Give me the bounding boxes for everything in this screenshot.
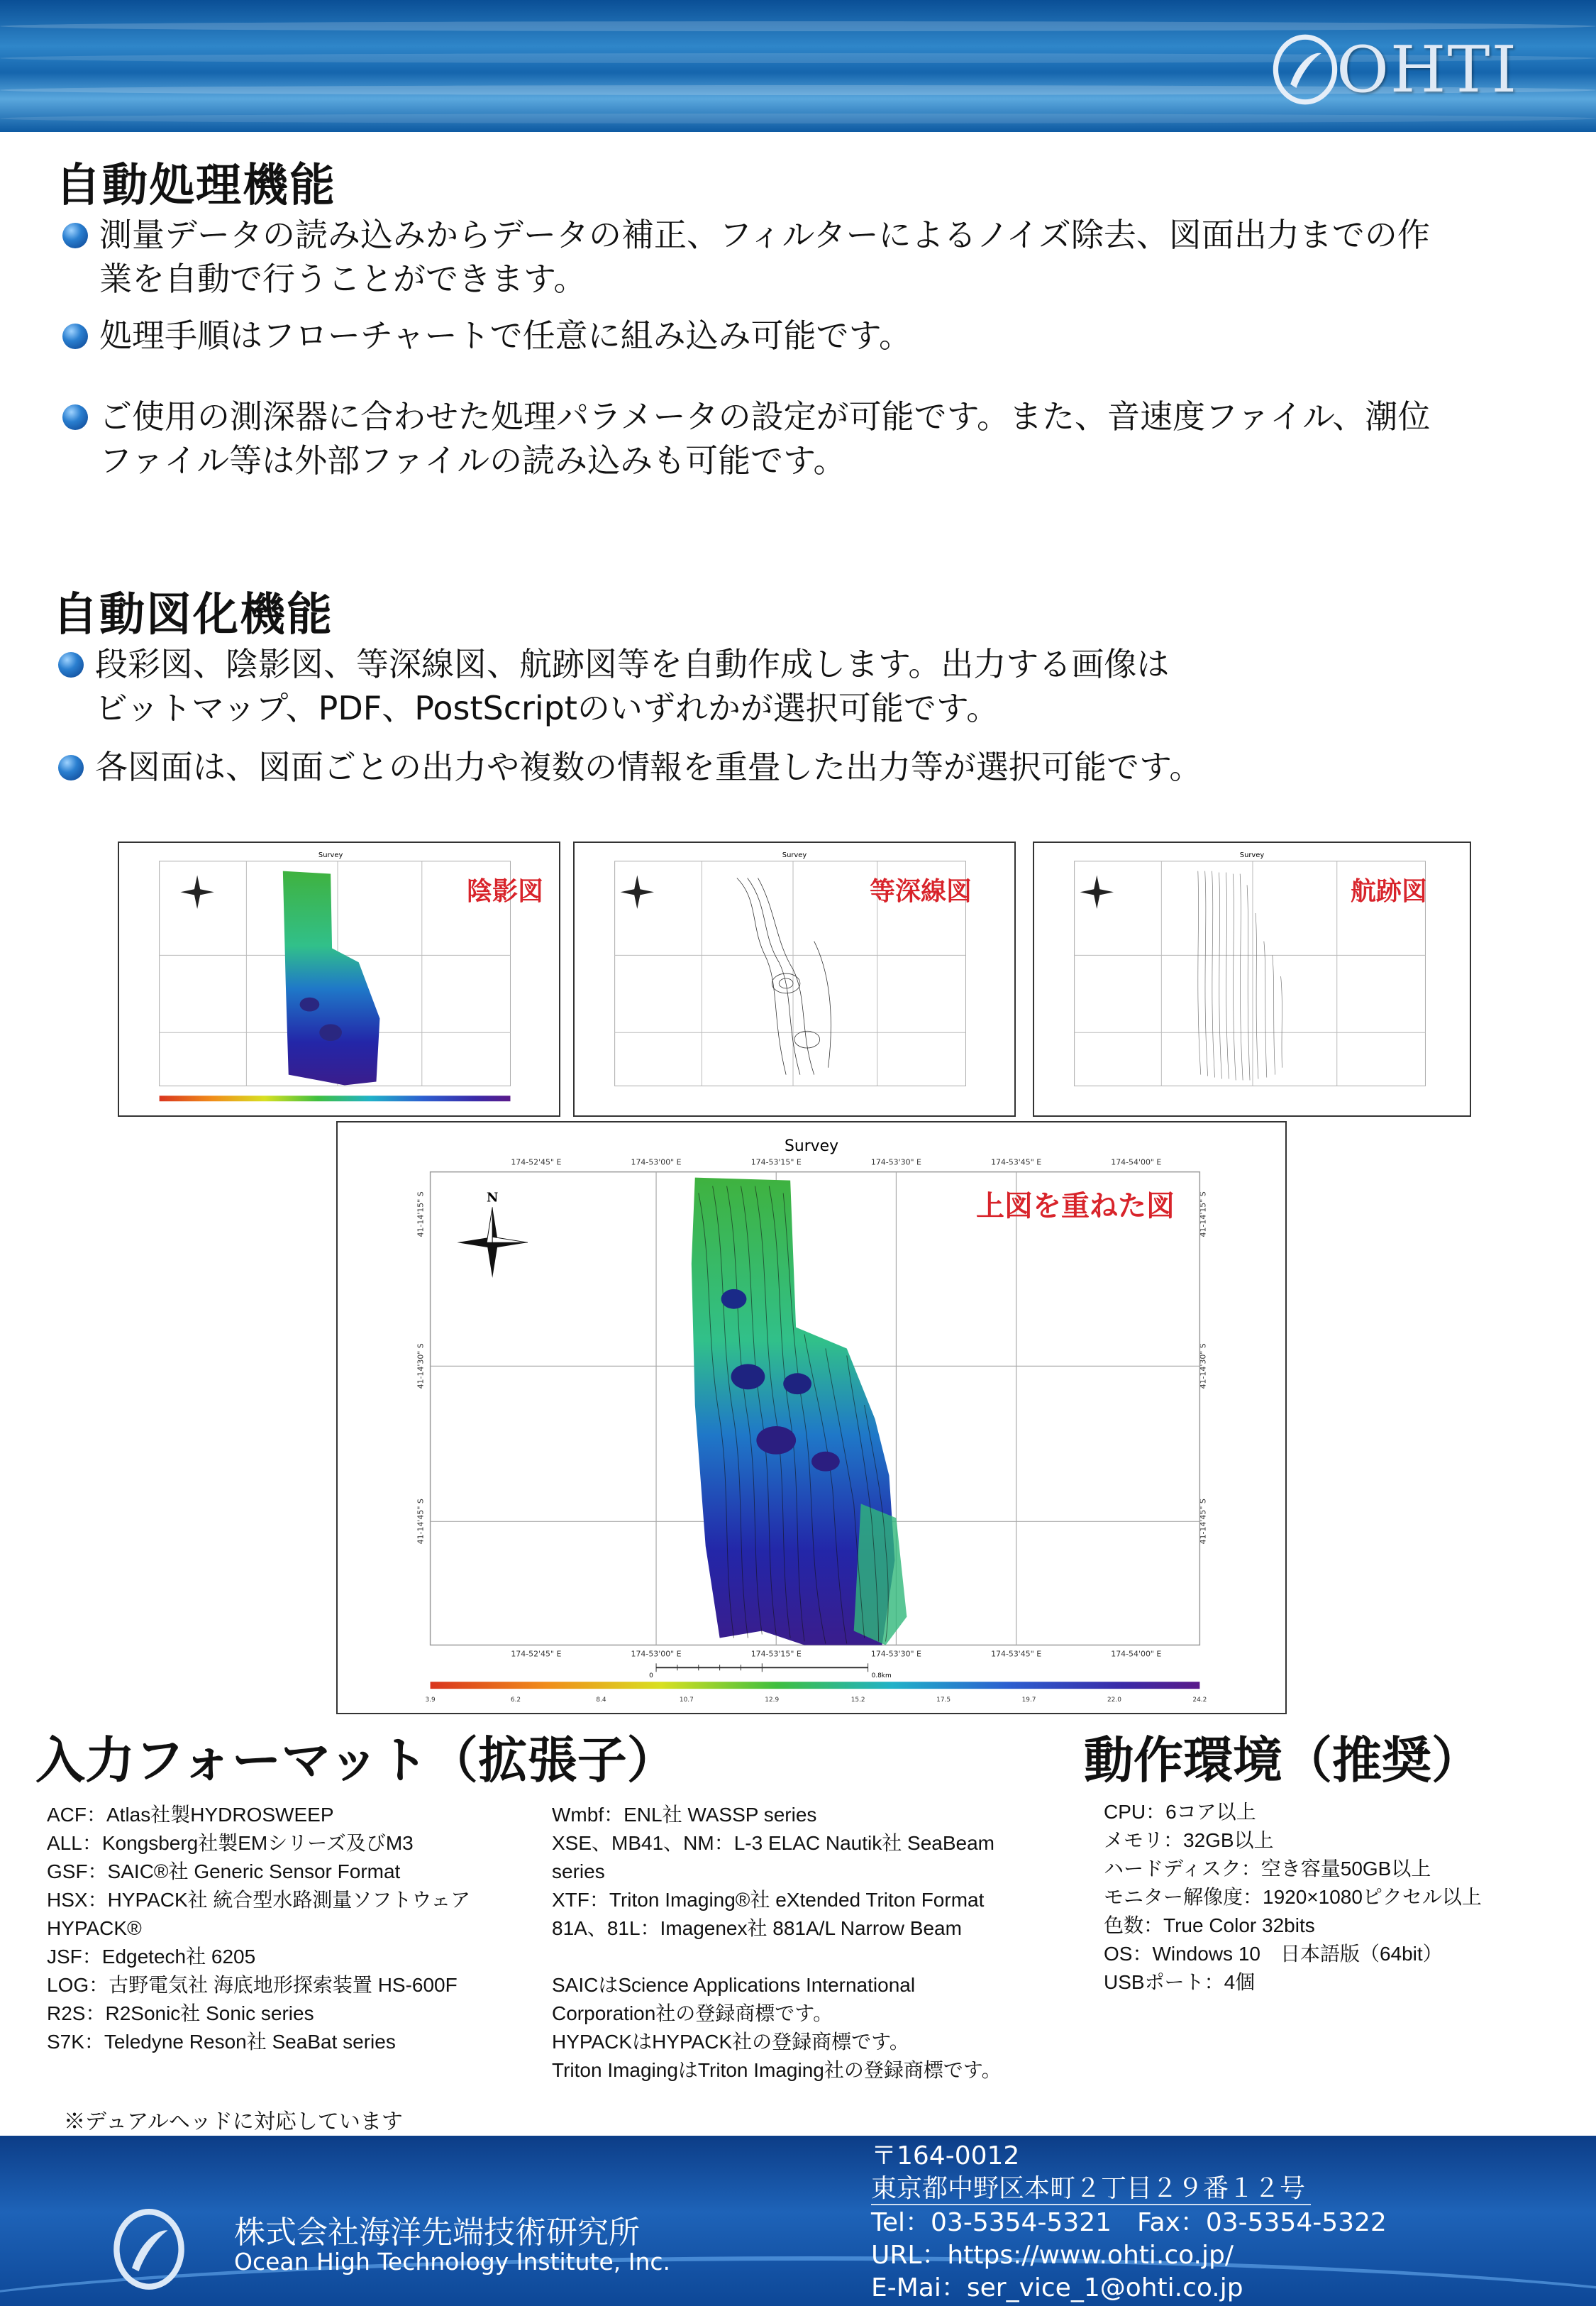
environment-item: USBポート：4個	[1104, 1971, 1256, 1993]
bullet-item	[95, 642, 1556, 730]
section-heading-auto-processing: 自動処理機能	[55, 160, 336, 212]
bullet-dot-icon	[62, 223, 88, 248]
website-link[interactable]: URL：https://www.ohti.co.jp/	[871, 2241, 1234, 2270]
format-item: S7K：Teledyne Reson社 SeaBat series	[47, 2031, 396, 2053]
map-title: Survey	[1239, 851, 1265, 859]
environment-item: OS：Windows 10 日本語版（64bit）	[1104, 1943, 1443, 1965]
environment-item: ハードディスク：空き容量50GB以上	[1104, 1858, 1431, 1880]
environment-title: 動作環境（推奨）	[1084, 1731, 1481, 1789]
address: 東京都中野区本町２丁目２９番１２号	[871, 2174, 1306, 2203]
colorbar-tick: 8.4	[596, 1697, 606, 1704]
map-title: Survey	[318, 851, 343, 859]
lat-tick-label: 41-14'15" S	[416, 1191, 426, 1237]
colorbar-tick: 22.0	[1107, 1697, 1121, 1704]
bullet-item	[99, 213, 1561, 301]
header-banner	[0, 0, 1596, 132]
lon-tick-label: 174-53'00" E	[631, 1649, 682, 1659]
scale-label: 0	[649, 1672, 653, 1680]
format-list-right	[552, 1801, 1002, 2085]
dual-head-note: ※デュアルヘッドに対応しています	[64, 2110, 403, 2134]
trademark-note: Corporation社の登録商標です。	[552, 2002, 833, 2024]
company-name-ja: 株式会社海洋先端技術研究所	[234, 2214, 640, 2251]
format-item: GSF：SAIC®社 Generic Sensor Format	[47, 1860, 401, 1882]
map-panel-trackline	[1033, 842, 1471, 1117]
bullet-item	[99, 395, 1561, 482]
section-heading-auto-drawing: 自動図化機能	[52, 589, 333, 641]
company-logo	[1268, 34, 1518, 105]
lon-tick-label: 174-54'00" E	[1111, 1157, 1162, 1167]
environment-list	[1104, 1798, 1482, 1997]
logo-text: OHTI	[1336, 32, 1518, 107]
lon-tick-label: 174-52'45" E	[511, 1649, 562, 1659]
lon-tick-label: 174-52'45" E	[511, 1157, 562, 1167]
north-label: N	[486, 1190, 499, 1206]
banner-wave	[0, 114, 1596, 123]
north-arrow-icon	[457, 1190, 528, 1277]
map-label-trackline: 航跡図	[1350, 877, 1427, 906]
map-label-shaded: 陰影図	[466, 877, 543, 906]
depth-colorbar	[431, 1682, 1200, 1689]
colorbar-tick: 15.2	[850, 1697, 865, 1704]
bullet-text: 段彩図、陰影図、等深線図、航跡図等を自動作成します。出力する画像は	[95, 645, 1170, 683]
lat-tick-label: 41-14'45" S	[1198, 1499, 1208, 1545]
bullet-dot-icon	[58, 652, 84, 678]
environment-item: メモリ：32GB以上	[1104, 1829, 1274, 1851]
bullet-text: 処理手順はフローチャートで任意に組み込み可能です。	[99, 316, 911, 355]
lon-tick-label: 174-53'00" E	[631, 1157, 682, 1167]
email-link[interactable]: E-Mai：ser_vice_1@ohti.co.jp	[871, 2273, 1243, 2302]
lon-tick-label: 174-53'45" E	[991, 1649, 1042, 1659]
company-logo-icon	[106, 2207, 192, 2292]
lat-tick-label: 41-14'15" S	[1198, 1191, 1208, 1237]
ohti-logo-icon	[1268, 33, 1342, 106]
banner-wave	[0, 21, 1596, 31]
format-item: HYPACK®	[47, 1917, 142, 1939]
format-item: XTF：Triton Imaging®社 eXtended Triton Format	[552, 1889, 985, 1911]
bullet-dot-icon	[62, 324, 88, 349]
map-label-contour: 等深線図	[869, 877, 972, 906]
map-panel-overlay	[336, 1121, 1287, 1714]
format-item: series	[552, 1860, 605, 1882]
map-title: Survey	[784, 1137, 839, 1155]
environment-item: 色数：True Color 32bits	[1104, 1914, 1315, 1936]
trademark-spacer	[552, 1943, 1002, 1971]
bullet-text: ファイル等は外部ファイルの読み込みも可能です。	[99, 441, 846, 480]
lat-tick-label: 41-14'45" S	[416, 1499, 426, 1545]
format-item: LOG：古野電気社 海底地形探索装置 HS-600F	[47, 1974, 458, 1996]
format-list-left	[47, 1801, 470, 2056]
lat-tick-label: 41-14'30" S	[416, 1343, 426, 1389]
environment-item: CPU：6コア以上	[1104, 1801, 1256, 1823]
colorbar-tick: 24.2	[1192, 1697, 1207, 1704]
bullet-text: 各図面は、図面ごとの出力や複数の情報を重畳した出力等が選択可能です。	[95, 748, 1202, 786]
map-label-overlay: 上図を重ねた図	[976, 1190, 1175, 1223]
lon-tick-label: 174-54'00" E	[1111, 1649, 1162, 1659]
bullet-text: 測量データの読み込みからデータの補正、フィルターによるノイズ除去、図面出力までの作	[99, 216, 1430, 254]
lon-tick-label: 174-53'15" E	[750, 1157, 802, 1167]
lon-tick-label: 174-53'45" E	[991, 1157, 1042, 1167]
trademark-note: HYPACKはHYPACK社の登録商標です。	[552, 2031, 909, 2053]
colorbar-tick: 3.9	[425, 1697, 436, 1704]
format-item: HSX：HYPACK社 統合型水路測量ソフトウェア	[47, 1889, 471, 1911]
bullet-text: ご使用の測深器に合わせた処理パラメータの設定が可能です。また、音速度ファイル、潮位	[99, 397, 1431, 436]
format-item: 81A、81L：Imagenex社 881A/L Narrow Beam	[552, 1917, 962, 1939]
colorbar-tick: 10.7	[679, 1697, 694, 1704]
postal-code: 〒164-0012	[871, 2141, 1020, 2170]
format-item: ALL：Kongsberg社製EMシリーズ及びM3	[47, 1832, 414, 1854]
tel-fax: Tel：03-5354-5321 Fax：03-5354-5322	[871, 2208, 1387, 2237]
trademark-note: Triton ImagingはTriton Imaging社の登録商標です。	[552, 2059, 1002, 2081]
map-panel-contour	[573, 842, 1016, 1117]
lon-tick-label: 174-53'30" E	[870, 1649, 921, 1659]
format-item: XSE、MB41、NM：L-3 ELAC Nautik社 SeaBeam	[552, 1832, 994, 1854]
company-name-en: Ocean High Technology Institute, Inc.	[234, 2248, 671, 2275]
colorbar-tick: 19.7	[1021, 1697, 1036, 1704]
lon-tick-label: 174-53'15" E	[750, 1649, 802, 1659]
colorbar-tick: 12.9	[765, 1697, 780, 1704]
bullet-item	[95, 745, 1556, 789]
format-item: JSF：Edgetech社 6205	[47, 1946, 256, 1968]
north-arrow-icon	[1080, 876, 1114, 910]
bullet-dot-icon	[58, 755, 84, 780]
colorbar-tick: 6.2	[510, 1697, 521, 1704]
colorbar-tick: 17.5	[936, 1697, 951, 1704]
format-item: Wmbf：ENL社 WASSP series	[552, 1804, 817, 1826]
bullet-text: 業を自動で行うことができます。	[99, 260, 587, 298]
lon-tick-label: 174-53'30" E	[870, 1157, 921, 1167]
input-formats-title: 入力フォーマット（拡張子）	[35, 1731, 677, 1789]
lat-tick-label: 41-14'30" S	[1198, 1343, 1208, 1389]
format-item: ACF：Atlas社製HYDROSWEEP	[47, 1804, 334, 1826]
bullet-item	[99, 314, 1561, 358]
map-panel-shaded-relief	[118, 842, 560, 1117]
contact-info	[871, 2140, 1387, 2305]
trademark-note: SAICはScience Applications International	[552, 1974, 916, 1996]
scale-label: 0.8km	[871, 1672, 892, 1680]
environment-item: モニター解像度：1920×1080ピクセル以上	[1104, 1886, 1482, 1908]
north-arrow-icon	[180, 876, 214, 910]
map-title: Survey	[782, 851, 807, 859]
format-item: R2S：R2Sonic社 Sonic series	[47, 2002, 314, 2024]
north-arrow-icon	[621, 876, 655, 910]
bullet-text: ビットマップ、PDF、PostScriptのいずれかが選択可能です。	[95, 689, 999, 727]
bullet-dot-icon	[62, 404, 88, 430]
